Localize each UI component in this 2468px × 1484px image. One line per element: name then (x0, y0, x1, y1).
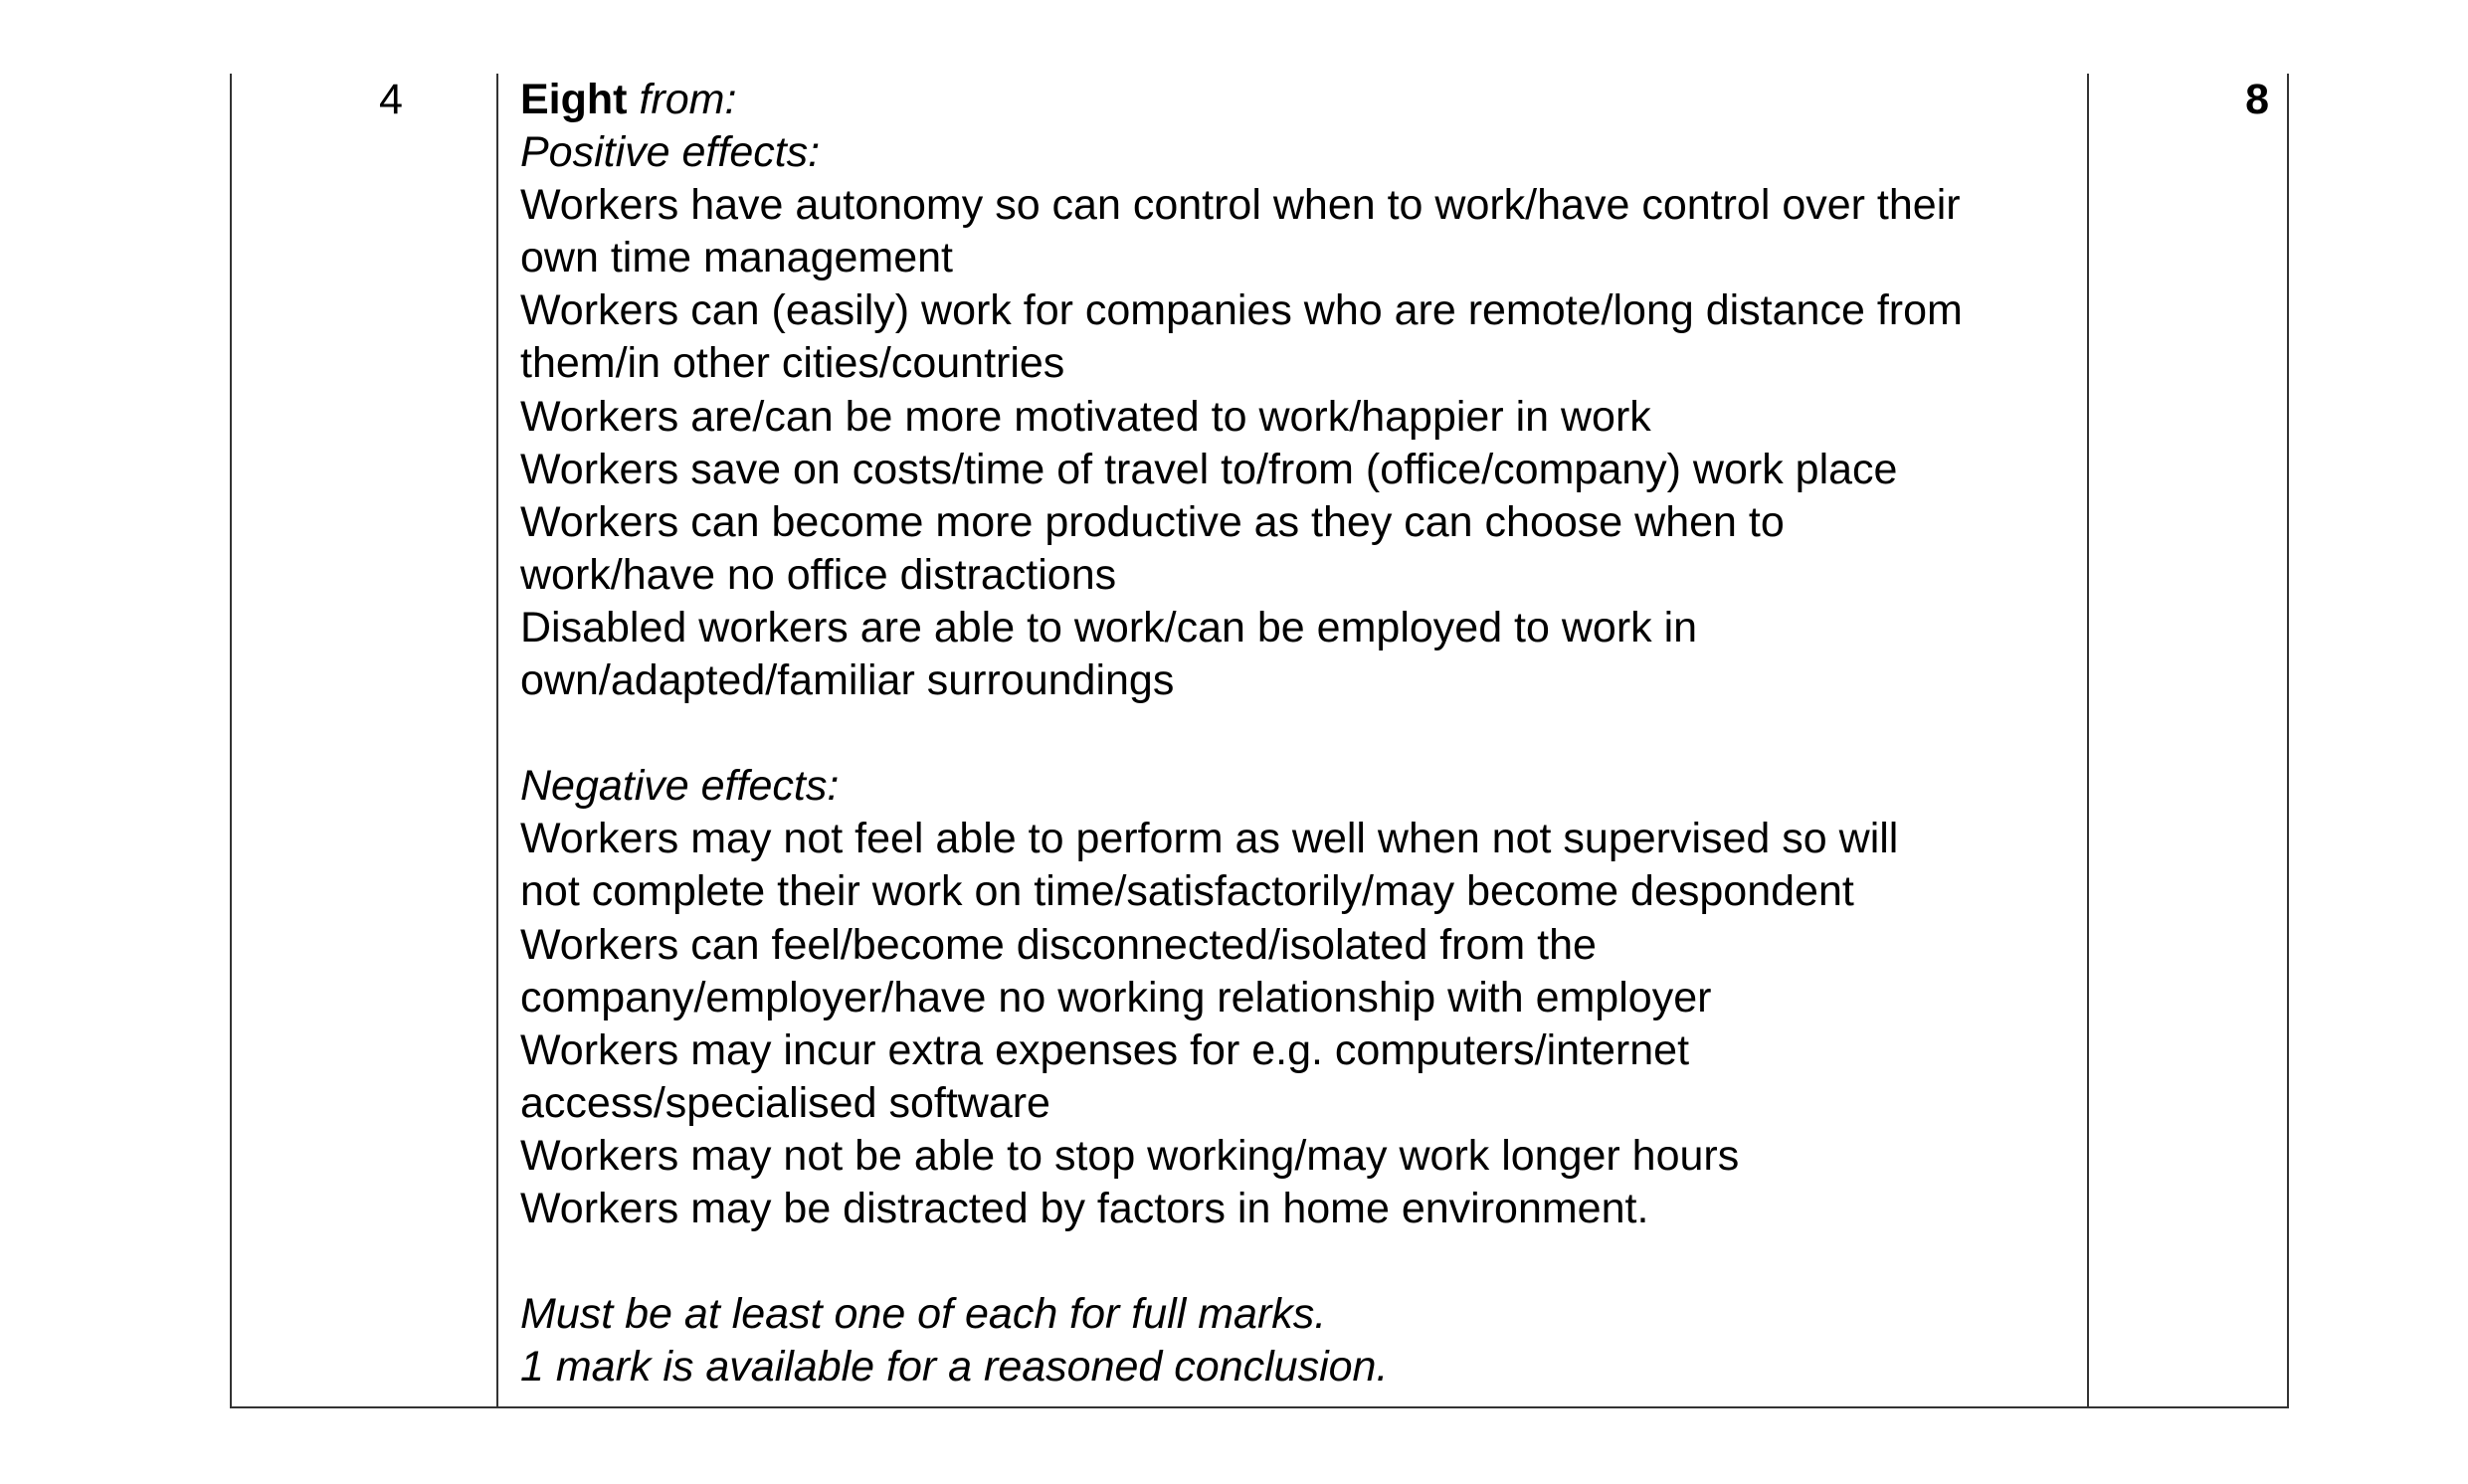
marking-note: Must be at least one of each for full marks. (520, 1290, 1327, 1339)
positive-effect-line: Workers have autonomy so can control when to work/have control over their (520, 181, 1961, 230)
positive-effect-line: work/have no office distractions (520, 550, 1117, 599)
negative-effect-line: Workers may not feel able to perform as well when not supervised so will (520, 815, 1899, 863)
positive-effect-line: Workers save on costs/time of travel to/from (office/company) work place (520, 445, 1898, 493)
answer-cell (520, 74, 2082, 1393)
negative-effect-line: Workers may be distracted by factors in home environment. (520, 1184, 1649, 1232)
answer-heading-count: Eight (520, 76, 628, 123)
positive-effect-line: Workers are/can be more motivated to work/happier in work (520, 392, 1651, 441)
positive-effect-line: Workers can become more productive as they can choose when to (520, 497, 1785, 546)
negative-effect-line: not complete their work on time/satisfactorily/may become despondent (520, 867, 1854, 916)
negative-effect-line: company/employer/have no working relationship with employer (520, 973, 1712, 1021)
marking-note: 1 mark is available for a reasoned conclusion. (520, 1343, 1389, 1391)
mark-scheme-table (230, 74, 2289, 1408)
answer-heading-from: from: (639, 76, 737, 123)
negative-effects-heading: Negative effects: (520, 762, 840, 811)
positive-effect-line: Disabled workers are able to work/can be employed to work in (520, 603, 1698, 651)
blank-line (520, 707, 2082, 760)
column-divider-marks (2087, 74, 2089, 1406)
question-number: 4 (379, 76, 403, 123)
negative-effect-line: Workers may not be able to stop working/may work longer hours (520, 1131, 1740, 1180)
column-divider-question (496, 74, 498, 1406)
negative-effect-line: access/specialised software (520, 1078, 1050, 1127)
negative-effect-line: Workers may incur extra expenses for e.g. computers/internet (520, 1025, 1690, 1074)
positive-effects-heading: Positive effects: (520, 128, 821, 177)
blank-line (520, 1235, 2082, 1288)
marks-value: 8 (2245, 76, 2269, 123)
positive-effect-line: them/in other cities/countries (520, 339, 1065, 388)
positive-effect-line: Workers can (easily) work for companies who are remote/long distance from (520, 286, 1963, 335)
positive-effect-line: own time management (520, 234, 953, 282)
positive-effect-line: own/adapted/familiar surroundings (520, 656, 1175, 705)
answer-heading (520, 74, 2082, 126)
negative-effect-line: Workers can feel/become disconnected/isolated from the (520, 920, 1597, 969)
